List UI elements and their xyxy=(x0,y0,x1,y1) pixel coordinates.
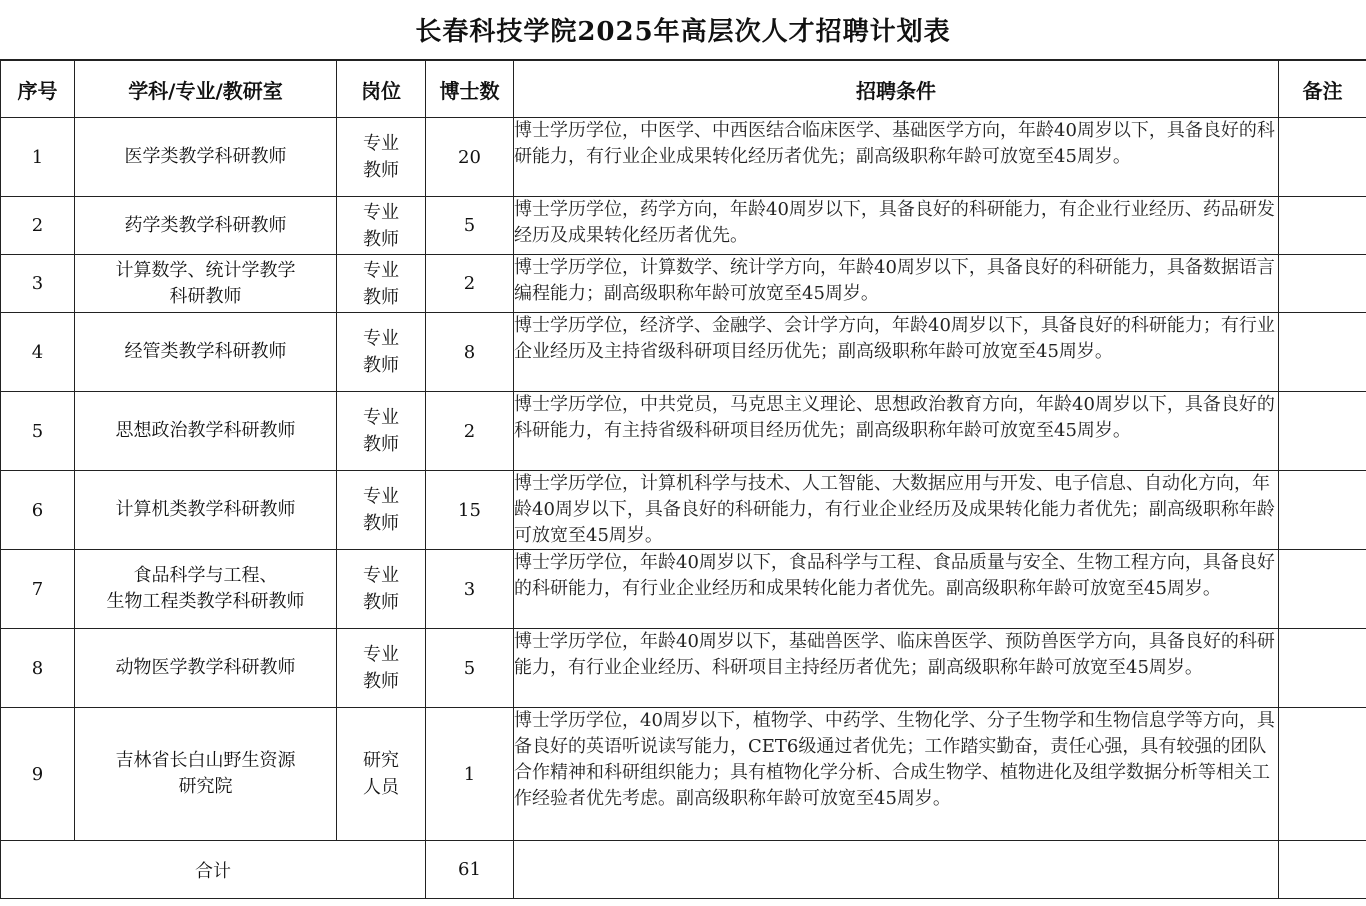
cell-subject xyxy=(75,550,337,629)
cell-post xyxy=(337,255,426,313)
post-line: 研究 xyxy=(363,750,399,771)
cell-conditions: 博士学历学位，中共党员，马克思主义理论、思想政治教育方向，年龄40周岁以下，具备良好的科研能力，有主持省级科研项目经历优先；副高级职称年龄可放宽至45周岁。 xyxy=(514,392,1279,471)
cell-remark xyxy=(1279,255,1366,313)
total-row xyxy=(1,841,1366,899)
post-line: 专业 xyxy=(363,259,399,281)
table-row xyxy=(1,392,1366,471)
post-line: 教师 xyxy=(363,671,399,692)
post-line: 专业 xyxy=(363,133,399,154)
post-line: 教师 xyxy=(363,228,399,250)
cell-conditions: 博士学历学位，计算数学、统计学方向，年龄40周岁以下，具备良好的科研能力，具备数据语言编程能力；副高级职称年龄可放宽至45周岁。 xyxy=(514,255,1279,313)
cell-post xyxy=(337,118,426,197)
cell-remark xyxy=(1279,392,1366,471)
subject-line: 生物工程类教学科研教师 xyxy=(106,591,305,612)
post-line: 专业 xyxy=(363,565,399,586)
cell-seq: 8 xyxy=(1,629,75,708)
total-remark xyxy=(1279,841,1366,899)
table-row xyxy=(1,313,1366,392)
cell-post xyxy=(337,708,426,841)
cell-post xyxy=(337,313,426,392)
page-title: 长春科技学院2025年高层次人才招聘计划表 xyxy=(0,0,1366,60)
total-conditions xyxy=(514,841,1279,899)
total-phd: 61 xyxy=(426,841,514,899)
table-row xyxy=(1,255,1366,313)
cell-phd: 2 xyxy=(426,255,514,313)
post-line: 教师 xyxy=(363,434,399,455)
subject-line: 科研教师 xyxy=(169,285,242,307)
cell-post xyxy=(337,629,426,708)
cell-conditions: 博士学历学位，药学方向，年龄40周岁以下，具备良好的科研能力，有企业行业经历、药品研发经历及成果转化经历者优先。 xyxy=(514,197,1279,255)
cell-phd: 3 xyxy=(426,550,514,629)
cell-remark xyxy=(1279,708,1366,841)
recruitment-plan-table xyxy=(0,60,1366,899)
cell-post xyxy=(337,392,426,471)
cell-phd: 2 xyxy=(426,392,514,471)
table-row xyxy=(1,118,1366,197)
cell-subject: 计算机类教学科研教师 xyxy=(75,471,337,550)
post-line: 教师 xyxy=(363,513,399,534)
cell-subject: 药学类教学科研教师 xyxy=(75,197,337,255)
cell-seq: 3 xyxy=(1,255,75,313)
post-line: 教师 xyxy=(363,592,399,613)
cell-conditions: 博士学历学位，中医学、中西医结合临床医学、基础医学方向，年龄40周岁以下，具备良好的科研能力，有行业企业成果转化经历者优先；副高级职称年龄可放宽至45周岁。 xyxy=(514,118,1279,197)
cell-remark xyxy=(1279,197,1366,255)
cell-post xyxy=(337,197,426,255)
cell-seq: 5 xyxy=(1,392,75,471)
post-line: 专业 xyxy=(363,328,399,349)
cell-remark xyxy=(1279,118,1366,197)
cell-seq: 6 xyxy=(1,471,75,550)
cell-subject xyxy=(75,255,337,313)
cell-subject: 思想政治教学科研教师 xyxy=(75,392,337,471)
cell-remark xyxy=(1279,471,1366,550)
post-line: 专业 xyxy=(363,486,399,507)
subject-line: 计算数学、统计学教学 xyxy=(115,259,296,281)
cell-subject: 经管类教学科研教师 xyxy=(75,313,337,392)
table-row xyxy=(1,629,1366,708)
cell-remark xyxy=(1279,629,1366,708)
table-header-row xyxy=(1,61,1366,118)
cell-subject: 动物医学教学科研教师 xyxy=(75,629,337,708)
cell-subject: 医学类教学科研教师 xyxy=(75,118,337,197)
cell-phd: 1 xyxy=(426,708,514,841)
post-line: 专业 xyxy=(363,644,399,665)
table-row xyxy=(1,550,1366,629)
cell-conditions: 博士学历学位，年龄40周岁以下，基础兽医学、临床兽医学、预防兽医学方向，具备良好的科研能力，有行业企业经历、科研项目主持经历者优先；副高级职称年龄可放宽至45周岁。 xyxy=(514,629,1279,708)
cell-conditions: 博士学历学位，计算机科学与技术、人工智能、大数据应用与开发、电子信息、自动化方向，年龄40周岁以下，具备良好的科研能力，有行业企业经历及成果转化能力者优先；副高级职称年龄可放宽至45周岁。 xyxy=(514,471,1279,550)
post-line: 人员 xyxy=(363,777,399,798)
cell-seq: 9 xyxy=(1,708,75,841)
cell-phd: 15 xyxy=(426,471,514,550)
table-row xyxy=(1,708,1366,841)
header-subject: 学科/专业/教研室 xyxy=(75,61,337,118)
post-line: 教师 xyxy=(363,160,399,181)
cell-conditions: 博士学历学位，40周岁以下，植物学、中药学、生物化学、分子生物学和生物信息学等方向，具备良好的英语听说读写能力，CET6级通过者优先；工作踏实勤奋，责任心强，具有较强的团队合作精神和科研组织能力；具有植物化学分析、合成生物学、植物进化及组学数据分析等相关工作经验者优先考虑。副高级职称年龄可放宽至45周岁。 xyxy=(514,708,1279,841)
cell-conditions: 博士学历学位，经济学、金融学、会计学方向，年龄40周岁以下，具备良好的科研能力；有行业企业经历及主持省级科研项目经历优先；副高级职称年龄可放宽至45周岁。 xyxy=(514,313,1279,392)
post-line: 专业 xyxy=(363,407,399,428)
cell-post xyxy=(337,550,426,629)
cell-seq: 4 xyxy=(1,313,75,392)
cell-phd: 8 xyxy=(426,313,514,392)
subject-line: 研究院 xyxy=(178,776,233,797)
cell-remark xyxy=(1279,550,1366,629)
cell-post xyxy=(337,471,426,550)
cell-remark xyxy=(1279,313,1366,392)
table-row xyxy=(1,197,1366,255)
cell-phd: 5 xyxy=(426,197,514,255)
post-line: 专业 xyxy=(363,201,399,223)
subject-line: 吉林省长白山野生资源 xyxy=(115,750,296,771)
total-label: 合计 xyxy=(1,841,426,899)
cell-phd: 5 xyxy=(426,629,514,708)
header-remark: 备注 xyxy=(1279,61,1366,118)
header-phd: 博士数 xyxy=(426,61,514,118)
post-line: 教师 xyxy=(363,286,399,308)
cell-phd: 20 xyxy=(426,118,514,197)
cell-seq: 1 xyxy=(1,118,75,197)
cell-subject xyxy=(75,708,337,841)
header-conditions: 招聘条件 xyxy=(514,61,1279,118)
cell-seq: 2 xyxy=(1,197,75,255)
post-line: 教师 xyxy=(363,355,399,376)
cell-conditions: 博士学历学位，年龄40周岁以下，食品科学与工程、食品质量与安全、生物工程方向，具备良好的科研能力，有行业企业经历和成果转化能力者优先。副高级职称年龄可放宽至45周岁。 xyxy=(514,550,1279,629)
header-seq: 序号 xyxy=(1,61,75,118)
header-post: 岗位 xyxy=(337,61,426,118)
cell-seq: 7 xyxy=(1,550,75,629)
subject-line: 食品科学与工程、 xyxy=(133,565,278,586)
table-row xyxy=(1,471,1366,550)
